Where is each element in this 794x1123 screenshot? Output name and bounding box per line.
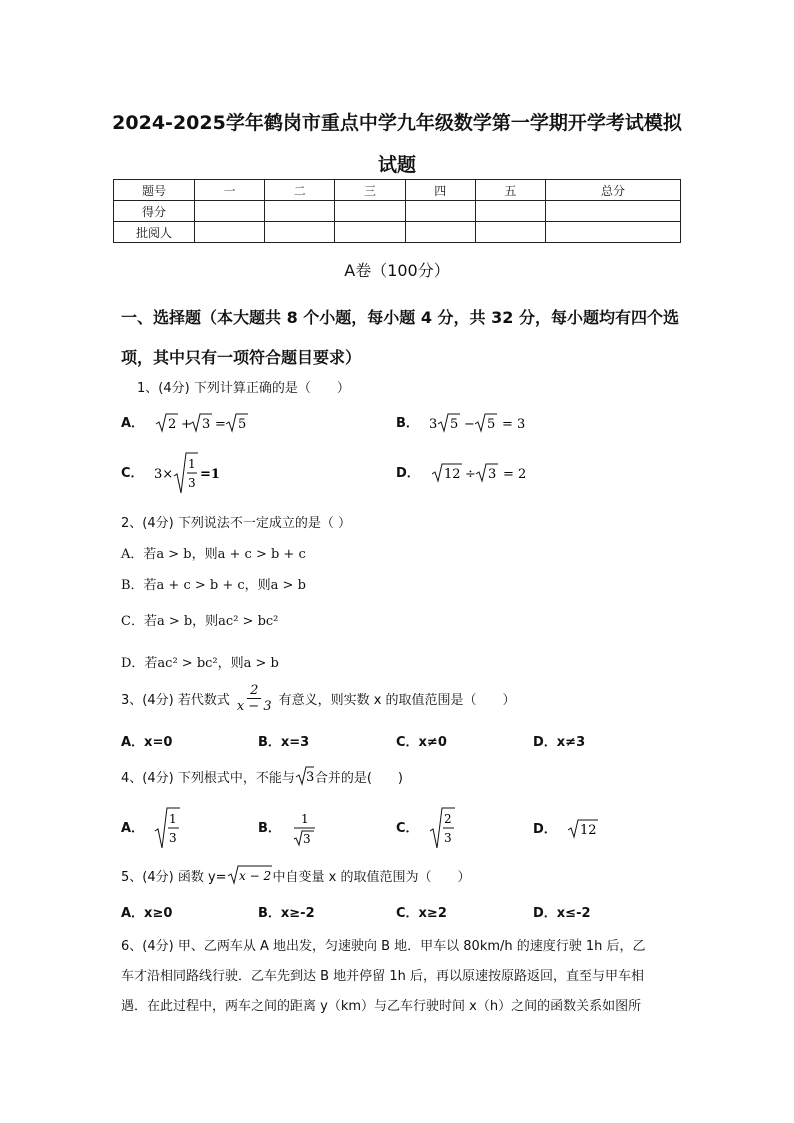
svg-text:5: 5 <box>487 417 496 432</box>
grader-row <box>114 222 681 243</box>
svg-text:3: 3 <box>429 417 438 432</box>
q1-option-a-math <box>154 411 254 435</box>
svg-text:1: 1 <box>187 457 196 471</box>
svg-text:3: 3 <box>187 476 196 490</box>
score-row-label: 得分 <box>114 201 195 222</box>
paper-a-heading: A卷（100分） <box>344 261 450 280</box>
q5-option-c[interactable]: C．x≥2 <box>396 906 447 921</box>
score-cell[interactable] <box>546 201 681 222</box>
grader-cell[interactable] <box>265 222 335 243</box>
q6-stem <box>121 932 677 1022</box>
q4-stem-radicand: 3 <box>305 770 315 785</box>
q2-option-b[interactable]: B．若a + c > b + c，则a > b <box>121 578 306 593</box>
grader-cell[interactable] <box>546 222 681 243</box>
svg-text:12: 12 <box>443 467 461 482</box>
score-header-cell: 五 <box>475 180 545 201</box>
q1-option-b[interactable] <box>396 411 539 435</box>
q4-option-a[interactable] <box>121 805 184 851</box>
q4-c-num: 2 <box>443 812 452 826</box>
svg-text:3: 3 <box>202 417 211 432</box>
grader-cell[interactable] <box>475 222 545 243</box>
q4-option-d-math <box>567 817 601 841</box>
svg-text:÷: ÷ <box>464 467 476 482</box>
svg-text:3: 3 <box>303 832 311 846</box>
svg-text:3×: 3× <box>153 467 173 482</box>
q1-option-b-math <box>429 411 539 435</box>
score-header-cell: 三 <box>335 180 405 201</box>
q6-line: 车才沿相同路线行驶．乙车先到达 B 地并停留 1h 后，再以原速按原路返回，直至与甲车相 <box>121 969 644 984</box>
svg-text:5: 5 <box>238 417 247 432</box>
q1-option-d-label: D． <box>396 465 420 481</box>
q4-option-a-label: A． <box>121 820 145 836</box>
svg-text:+: + <box>181 417 193 432</box>
q5-option-a[interactable]: A．x≥0 <box>121 906 173 921</box>
svg-text:= 2: = 2 <box>502 467 527 482</box>
score-header-cell: 一 <box>195 180 265 201</box>
q4-option-c[interactable] <box>396 805 459 851</box>
q2-option-a[interactable]: A．若a > b，则a + c > b + c <box>121 547 306 562</box>
q3-option-d[interactable]: D．x≠3 <box>533 735 586 750</box>
q1-option-a-label: A． <box>121 415 145 431</box>
q3-fraction <box>234 683 275 714</box>
q3-stem <box>121 683 516 714</box>
q4-option-c-label: C． <box>396 820 419 836</box>
q4-c-den: 3 <box>443 831 452 845</box>
svg-text:5: 5 <box>450 417 459 432</box>
q4-option-d[interactable] <box>533 817 601 841</box>
q3-fraction-numerator: 2 <box>247 683 261 699</box>
score-header-cell: 二 <box>265 180 335 201</box>
svg-text:=: = <box>215 417 227 432</box>
q2-option-c[interactable]: C．若a > b，则ac² > bc² <box>121 614 279 629</box>
q5-stem-sqrt <box>227 864 273 886</box>
score-cell[interactable] <box>335 201 405 222</box>
q4-option-b-math <box>291 805 319 851</box>
q4-b-num: 1 <box>301 812 309 826</box>
q3-option-b[interactable]: B．x=3 <box>258 735 310 750</box>
q5-stem-radicand: x − 2 <box>238 869 271 883</box>
score-cell[interactable] <box>265 201 335 222</box>
q4-stem <box>121 765 403 787</box>
q3-stem-post: 有意义，则实数 x 的取值范围是（ ） <box>278 693 516 708</box>
q6-line: 遇．在此过程中，两车之间的距离 y（km）与乙车行驶时间 x（h）之间的函数关系如图所 <box>121 999 642 1014</box>
exam-title-line1: 2024-2025学年鹤岗市重点中学九年级数学第一学期开学考试模拟 <box>112 112 682 134</box>
q1-option-c-label: C． <box>121 465 144 481</box>
score-table <box>113 179 681 243</box>
q5-stem-pre: 5、(4分) 函数 y= <box>121 869 227 885</box>
q4-option-c-math <box>429 805 459 851</box>
score-header-cell: 四 <box>405 180 475 201</box>
exam-title-line2: 试题 <box>377 154 416 176</box>
q4-option-a-math <box>154 805 184 851</box>
q4-d-radicand: 12 <box>579 823 597 838</box>
q4-stem-post: 合并的是( ) <box>314 770 403 786</box>
svg-text:= 3: = 3 <box>502 417 526 432</box>
q2-stem: 2、(4分) 下列说法不一定成立的是（ ） <box>121 516 351 531</box>
score-row <box>114 201 681 222</box>
svg-text:3: 3 <box>487 467 497 482</box>
score-header-cell: 题号 <box>114 180 195 201</box>
score-header-cell: 总分 <box>546 180 681 201</box>
grader-cell[interactable] <box>195 222 265 243</box>
score-cell[interactable] <box>405 201 475 222</box>
q4-a-num: 1 <box>169 812 177 826</box>
grader-row-label: 批阅人 <box>114 222 195 243</box>
svg-text:2: 2 <box>168 417 177 432</box>
q4-option-d-label: D． <box>533 821 557 837</box>
q3-stem-pre: 3、(4分) 若代数式 <box>121 693 230 708</box>
q1-option-c-math <box>154 450 234 496</box>
q2-option-d[interactable]: D．若ac² > bc²，则a > b <box>121 656 279 671</box>
score-table-header-row <box>114 180 681 201</box>
grader-cell[interactable] <box>335 222 405 243</box>
q5-stem <box>121 864 471 886</box>
q4-option-b-label: B． <box>258 820 281 836</box>
q4-option-b[interactable] <box>258 805 319 851</box>
q1-option-d[interactable] <box>396 461 550 485</box>
score-cell[interactable] <box>195 201 265 222</box>
q3-option-c[interactable]: C．x≠0 <box>396 735 447 750</box>
score-cell[interactable] <box>475 201 545 222</box>
q5-stem-post: 中自变量 x 的取值范围为（ ） <box>272 869 471 885</box>
q4-stem-sqrt <box>295 765 315 787</box>
q1-option-b-label: B． <box>396 415 419 431</box>
svg-text:−: − <box>464 417 475 432</box>
q1-option-a[interactable] <box>121 411 254 435</box>
section1-heading: 一、选择题（本大题共 8 个小题，每小题 4 分，共 32 分，每小题均有四个选项，其中只有一项符合题目要求） <box>121 308 679 367</box>
q1-option-d-math <box>430 461 550 485</box>
svg-text:=1: =1 <box>199 467 220 482</box>
q5-option-d[interactable]: D．x≤-2 <box>533 906 591 921</box>
q5-option-b[interactable]: B．x≥-2 <box>258 906 315 921</box>
q4-stem-pre: 4、(4分) 下列根式中，不能与 <box>121 770 295 786</box>
q1-option-c[interactable] <box>121 450 234 496</box>
q6-line: 6、(4分) 甲、乙两车从 A 地出发，匀速驶向 B 地．甲车以 80km/h 的速度行驶 1h 后，乙 <box>121 939 646 954</box>
q3-option-a[interactable]: A．x=0 <box>121 735 173 750</box>
q1-stem: 1、(4分) 下列计算正确的是（ ） <box>137 381 350 396</box>
q4-a-den: 3 <box>169 831 177 845</box>
grader-cell[interactable] <box>405 222 475 243</box>
q3-fraction-denominator: x − 3 <box>236 699 272 714</box>
